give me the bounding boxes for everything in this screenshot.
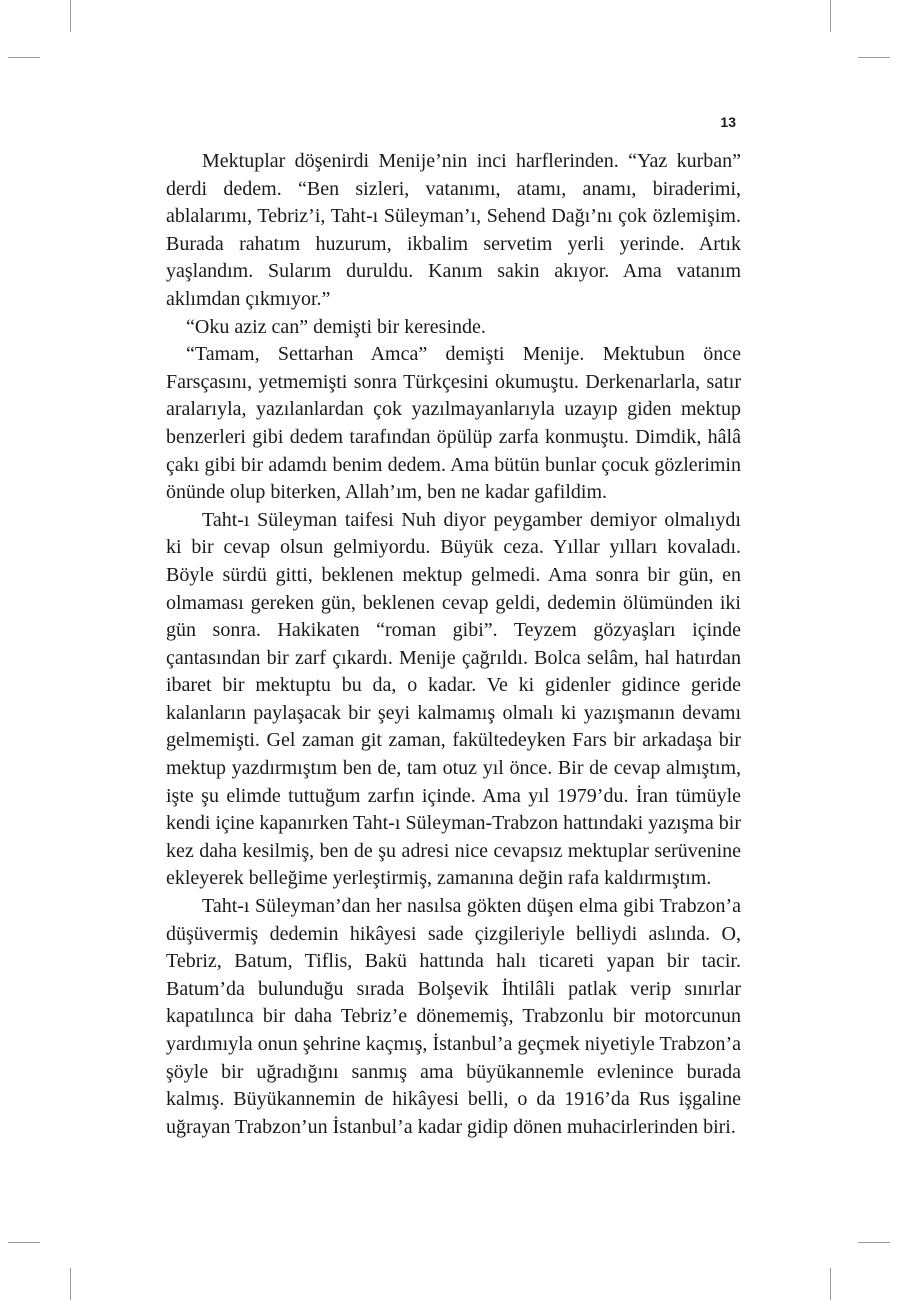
- crop-mark-bottom-left-vertical: [70, 1268, 71, 1300]
- crop-mark-top-right-horizontal: [858, 57, 890, 58]
- crop-mark-bottom-left-horizontal: [8, 1242, 40, 1243]
- crop-mark-top-left-vertical: [70, 0, 71, 32]
- paragraph-3: “Tamam, Settarhan Amca” demişti Menije. Mektubun önce Farsçasını, yetmemişti sonra Türkçesini okumuştu. Derkenarlarla, satır aralarıyla, yazılanlardan çok yazılmayanlarıyla uzayıp giden mektup benzerleri gibi dedem tarafından öpülüp zarfa konmuştu. Dimdik, hâlâ çakı gibi bir adamdı benim dedem. Ama bütün bunlar çocuk gözlerimin önünde olup biterken, Allah’ım, ben ne kadar gafildim.: [166, 343, 741, 504]
- paragraph-4: Taht-ı Süleyman taifesi Nuh diyor peygamber demiyor olmalıydı ki bir cevap olsun gelmiyordu. Büyük ceza. Yıllar yılları kovaladı. Böyle sürdü gitti, beklenen mektup gelmedi. Ama sonra bir gün, en olmaması gereken gün, beklenen cevap geldi, dedemin ölümünden iki gün sonra. Hakikaten “roman gibi”. Teyzem gözyaşları içinde çantasından bir zarf çıkardı. Menije çağrıldı. Bolca selâm, hal hatırdan ibaret bir mektuptu bu da, o kadar. Ve ki gidenler gidince geride kalanların paylaşacak bir şeyi kalmamış olmalı ki yazışmanın devamı gelmemişti. Gel zaman git zaman, fakültedeyken Fars bir arkadaşa bir mektup yazdırmıştım ben de, tam otuz yıl önce. Bir de cevap almıştım, işte şu elimde tuttuğum zarfın içinde. Ama yıl 1979’du. İran tümüyle kendi içine kapanırken Taht-ı Süleyman-Trabzon hattındaki yazışma bir kez daha kesilmiş, ben de şu adresi nice cevapsız mektuplar serüvenine ekleyerek belleğime yerleştirmiş, zamanına değin rafa kaldırmıştım.: [166, 508, 741, 890]
- page-number: 13: [720, 114, 736, 130]
- crop-mark-top-left-horizontal: [8, 57, 40, 58]
- paragraph-2: “Oku aziz can” demişti bir keresinde.: [186, 315, 486, 338]
- crop-mark-bottom-right-horizontal: [858, 1242, 890, 1243]
- crop-mark-bottom-right-vertical: [830, 1268, 831, 1300]
- paragraph-1: Mektuplar döşenirdi Menije’nin inci harflerinden. “Yaz kurban” derdi dedem. “Ben sizleri, vatanımı, atamı, anamı, biraderimi, ablalarımı, Tebriz’i, Taht-ı Süleyman’ı, Sehend Dağı’nı çok özlemişim. Burada rahatım huzurum, ikbalim servetim yerli yerinde. Artık yaşlandım. Sularım duruldu. Kanım sakin akıyor. Ama vatanım aklımdan çıkmıyor.”: [166, 150, 741, 310]
- body-text: [166, 148, 741, 1141]
- paragraph-5: Taht-ı Süleyman’dan her nasılsa gökten düşen elma gibi Trabzon’a düşüvermiş dedemin hikâyesi sade çizgileriyle belliydi aslında. O, Tebriz, Batum, Tiflis, Bakü hattında halı ticareti yapan bir tacir. Batum’da bulunduğu sırada Bolşevik İhtilâli patlak verip sınırlar kapatılınca bir daha Tebriz’e dönememiş, Trabzonlu bir motorcunun yardımıyla onun şehrine kaçmış, İstanbul’a geçmek niyetiyle Trabzon’a şöyle bir uğradığını sanmış ama büyükannemle evlenince burada kalmış. Büyükannemin de hikâyesi belli, o da 1916’da Rus işgaline uğrayan Trabzon’un İstanbul’a kadar gidip dönen muhacirlerinden biri.: [166, 895, 741, 1138]
- crop-mark-top-right-vertical: [830, 0, 831, 32]
